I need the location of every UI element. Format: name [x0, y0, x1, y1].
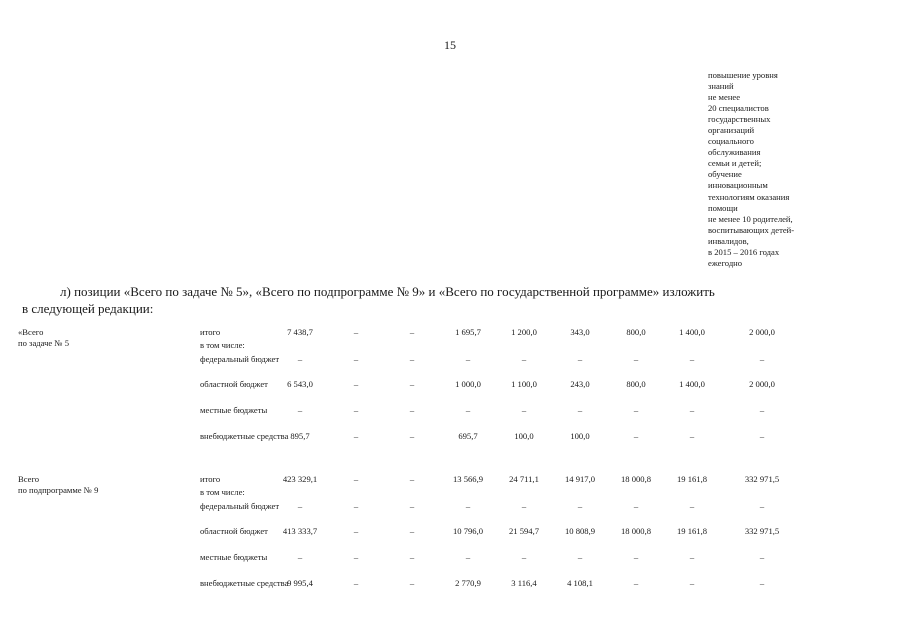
table-cell: – [577, 501, 583, 511]
block-title-line: Всего [18, 474, 40, 484]
table-cell: 19 161,8 [676, 474, 708, 484]
table-cell: – [465, 405, 471, 415]
table-cell: – [759, 405, 765, 415]
block-title-line: по задаче № 5 [18, 338, 70, 348]
table-cell: 100,0 [514, 431, 534, 441]
table-cell: – [689, 578, 695, 588]
table-cell: 100,0 [570, 431, 590, 441]
table-cell: – [759, 552, 765, 562]
table-cell: – [409, 431, 415, 441]
table-cell: – [521, 501, 527, 511]
table-cell: – [689, 354, 695, 364]
side-note-line: государственных [708, 114, 771, 125]
table-cell: – [465, 552, 471, 562]
page-number: 15 [444, 38, 456, 52]
table-cell: – [577, 405, 583, 415]
table-cell: – [353, 405, 359, 415]
table-cell: – [409, 379, 415, 389]
table-cell: 21 594,7 [508, 526, 540, 536]
table-cell: – [409, 526, 415, 536]
table-cell: – [409, 552, 415, 562]
side-note-line: семьи и детей; [708, 158, 762, 169]
table-cell: – [297, 552, 303, 562]
table-cell: 1 695,7 [455, 327, 481, 337]
row-label: местные бюджеты [200, 405, 268, 415]
row-label: внебюджетные средства [200, 431, 289, 441]
table-cell: – [633, 578, 639, 588]
table-cell: 24 711,1 [509, 474, 539, 484]
side-note-line: не менее 10 родителей, [708, 213, 793, 224]
table-cell: 1 400,0 [679, 379, 705, 389]
instruction-paragraph [22, 283, 882, 317]
table-cell: – [409, 501, 415, 511]
table-cell: – [759, 354, 765, 364]
table-cell: 6 543,0 [287, 379, 313, 389]
table-cell: – [353, 474, 359, 484]
table-cell: – [577, 354, 583, 364]
table-cell: 2 770,9 [455, 578, 481, 588]
row-label: в том числе: [200, 340, 245, 350]
row-label: федеральный бюджет [200, 501, 280, 511]
table-cell: – [689, 552, 695, 562]
block-title-line: по подпрограмме № 9 [18, 485, 99, 495]
table-cell: 18 000,8 [620, 474, 652, 484]
table-cell: 332 971,5 [744, 474, 780, 484]
table-cell: – [353, 354, 359, 364]
table-cell: 19 161,8 [676, 526, 708, 536]
table-cell: – [521, 354, 527, 364]
table-cell: – [759, 501, 765, 511]
side-note-line: организаций [708, 125, 755, 136]
table-cell: – [409, 578, 415, 588]
row-label: местные бюджеты [200, 552, 268, 562]
table-cell: 2 000,0 [749, 327, 775, 337]
table-cell: – [353, 526, 359, 536]
table-cell: 695,7 [458, 431, 478, 441]
table-cell: 1 000,0 [455, 379, 481, 389]
table-cell: – [353, 578, 359, 588]
side-note-line: повышение уровня [708, 70, 778, 80]
table-cell: – [759, 431, 765, 441]
table-cell: – [409, 405, 415, 415]
table-cell: – [689, 431, 695, 441]
row-label: областной бюджет [200, 379, 268, 389]
table-cell: – [521, 405, 527, 415]
table-cell: 332 971,5 [744, 526, 780, 536]
row-label: федеральный бюджет [200, 354, 280, 364]
table-cell: – [409, 354, 415, 364]
table-cell: – [465, 354, 471, 364]
table-cell: – [465, 501, 471, 511]
table-cell: 10 796,0 [452, 526, 484, 536]
side-note-line: технологиям оказания [708, 191, 790, 202]
side-note-line: 20 специалистов [708, 103, 769, 114]
row-label: итого [200, 327, 221, 337]
side-note-line: обслуживания [708, 147, 761, 158]
table-cell: 243,0 [570, 379, 590, 389]
table-cell: 3 116,4 [511, 578, 537, 588]
table-cell: – [759, 578, 765, 588]
side-note-line: ежегодно [708, 257, 743, 268]
side-note-line: инновационным [708, 180, 768, 191]
table-cell: – [409, 474, 415, 484]
table-cell: 343,0 [570, 327, 590, 337]
side-note-line: знаний [708, 81, 734, 92]
table-cell: 895,7 [290, 431, 310, 441]
row-label: областной бюджет [200, 526, 268, 536]
row-label: внебюджетные средства [200, 578, 289, 588]
table-cell: – [633, 354, 639, 364]
table-cell: 1 100,0 [511, 379, 537, 389]
table-cell: 4 108,1 [567, 578, 593, 588]
instruction-line-2: в следующей редакции: [22, 301, 154, 316]
table-cell: 413 333,7 [282, 526, 318, 536]
side-note [708, 70, 858, 269]
instruction-line-1: л) позиции «Всего по задаче № 5», «Всего по подпрограмме № 9» и «Всего по государственной программе» изложить [60, 284, 715, 299]
table-cell: 9 995,4 [287, 578, 313, 588]
table-cell: – [297, 501, 303, 511]
table-cell: 10 808,9 [564, 526, 596, 536]
table-cell: – [521, 552, 527, 562]
table-cell: – [353, 431, 359, 441]
block-title-line: «Всего [18, 327, 44, 337]
side-note-line: в 2015 – 2016 годах [708, 246, 780, 257]
table-cell: 1 200,0 [511, 327, 537, 337]
table-cell: 2 000,0 [749, 379, 775, 389]
table-cell: 14 917,0 [564, 474, 596, 484]
table-cell: – [297, 405, 303, 415]
table-cell: – [353, 379, 359, 389]
table-cell: – [353, 501, 359, 511]
side-note-line: обучение [708, 169, 742, 180]
table-cell: – [297, 354, 303, 364]
table-cell: – [409, 327, 415, 337]
table-cell: 18 000,8 [620, 526, 652, 536]
table-cell: – [633, 501, 639, 511]
side-note-line: помощи [708, 202, 738, 213]
table-cell: – [633, 431, 639, 441]
table-cell: 800,0 [626, 379, 646, 389]
table-cell: 7 438,7 [287, 327, 313, 337]
side-note-line: не менее [708, 92, 741, 103]
row-label: итого [200, 474, 221, 484]
table-cell: – [353, 327, 359, 337]
side-note-line: социального [708, 136, 754, 147]
table-cell: 1 400,0 [679, 327, 705, 337]
table-cell: – [353, 552, 359, 562]
table-cell: 800,0 [626, 327, 646, 337]
table-cell: 423 329,1 [282, 474, 318, 484]
table-cell: – [633, 405, 639, 415]
table-cell: – [689, 501, 695, 511]
row-label: в том числе: [200, 487, 245, 497]
table-cell: – [633, 552, 639, 562]
side-note-line: инвалидов, [708, 235, 749, 246]
table-cell: – [689, 405, 695, 415]
table-cell: 13 566,9 [452, 474, 484, 484]
table-cell: – [577, 552, 583, 562]
side-note-line: воспитывающих детей- [708, 224, 795, 235]
